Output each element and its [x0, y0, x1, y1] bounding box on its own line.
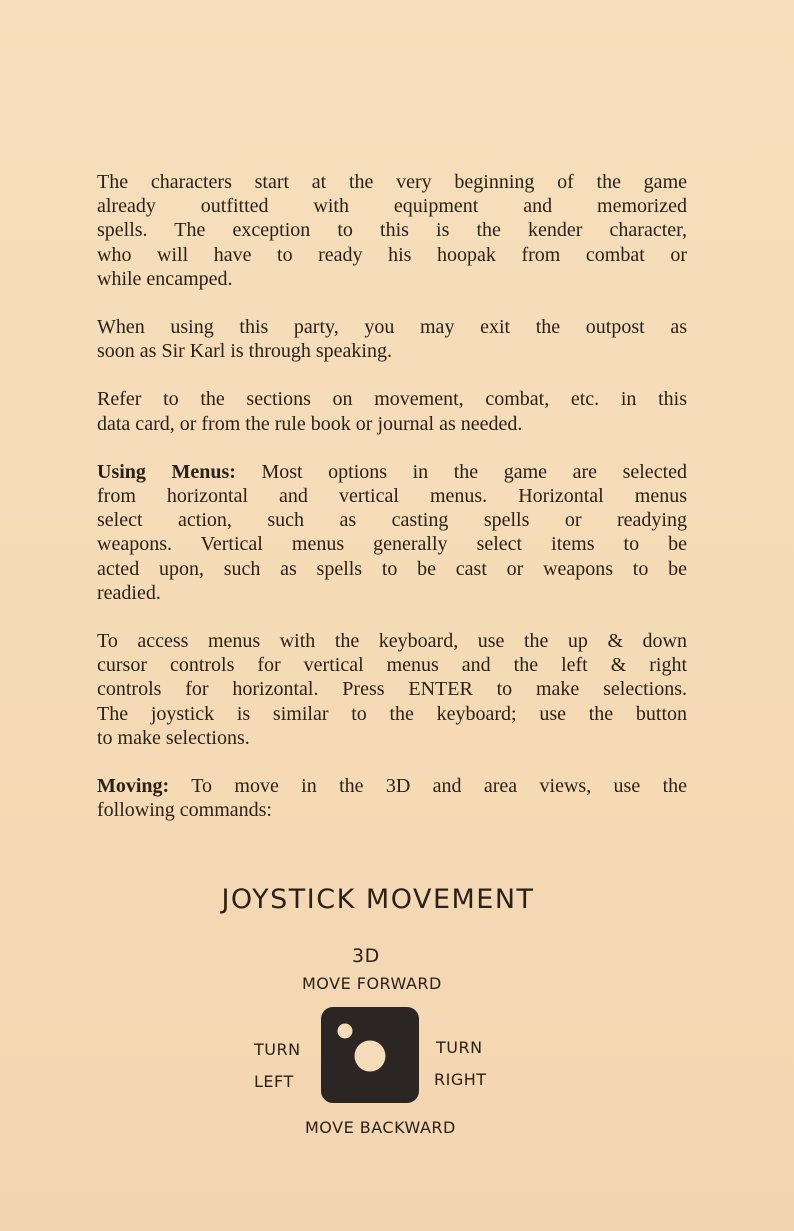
- text-line: [97, 460, 687, 484]
- text-line: The joystick is similar to the keyboard; use the button: [97, 702, 687, 725]
- paragraph-keyboard-menus: [97, 629, 687, 750]
- text-line: select action, such as casting spells or readying: [97, 509, 687, 532]
- text-line: following commands:: [97, 799, 272, 822]
- text-line: Refer to the sections on movement, combat, etc. in this: [97, 388, 687, 411]
- section-heading-moving: Moving:: [97, 775, 170, 798]
- text-line: To access menus with the keyboard, use the up & down: [97, 630, 687, 653]
- turn-right-label-line1: TURN: [436, 1038, 483, 1057]
- text-line: data card, or from the rule book or journal as needed.: [97, 412, 523, 435]
- body-text: [97, 170, 687, 846]
- text-line: readied.: [97, 581, 161, 604]
- text-line: while encamped.: [97, 267, 233, 290]
- text-line: When using this party, you may exit the outpost as: [97, 316, 687, 339]
- text-fragment: Most options in the game are selected: [235, 460, 687, 483]
- paragraph-moving: [97, 774, 687, 822]
- section-heading-using-menus: Using Menus:: [97, 460, 236, 483]
- joystick-icon: [320, 1006, 420, 1104]
- text-line: to make selections.: [97, 726, 250, 749]
- text-line: soon as Sir Karl is through speaking.: [97, 340, 392, 363]
- turn-left-label-line1: TURN: [254, 1040, 301, 1059]
- paragraph-using-menus: [97, 460, 687, 605]
- text-line: already outfitted with equipment and memorized: [97, 195, 687, 218]
- paragraph-exit-outpost: [97, 315, 687, 363]
- joystick-movement-title: JOYSTICK MOVEMENT: [221, 884, 535, 915]
- move-forward-label: MOVE FORWARD: [302, 974, 442, 993]
- turn-left-label-line2: LEFT: [254, 1072, 294, 1091]
- text-line: spells. The exception to this is the kender character,: [97, 219, 687, 242]
- paragraph-starting-equipment: [97, 170, 687, 291]
- turn-right-label-line2: RIGHT: [434, 1070, 487, 1089]
- text-line: from horizontal and vertical menus. Horizontal menus: [97, 485, 687, 508]
- text-line: controls for horizontal. Press ENTER to make selections.: [97, 678, 687, 701]
- text-line: acted upon, such as spells to be cast or weapons to be: [97, 557, 687, 580]
- mode-label-3d: 3D: [352, 945, 380, 967]
- text-line: who will have to ready his hoopak from combat or: [97, 243, 687, 266]
- text-line: The characters start at the very beginning of the game: [97, 171, 687, 193]
- text-line: weapons. Vertical menus generally select items to be: [97, 533, 687, 556]
- text-fragment: To move in the 3D and area views, use the: [169, 775, 687, 798]
- text-line: cursor controls for vertical menus and the left & right: [97, 654, 687, 677]
- move-backward-label: MOVE BACKWARD: [305, 1118, 456, 1137]
- text-line: [97, 774, 687, 798]
- paragraph-refer-sections: [97, 387, 687, 435]
